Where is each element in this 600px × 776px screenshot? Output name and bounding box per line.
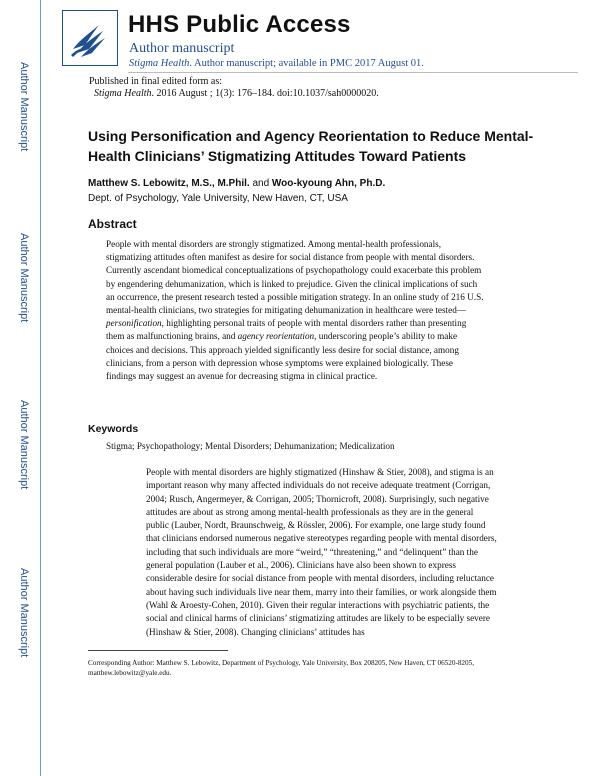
footnote-rule bbox=[88, 650, 228, 651]
journal-name: Stigma Health bbox=[129, 58, 190, 69]
author-name: Matthew S. Lebowitz, M.S., M.Phil. bbox=[88, 178, 250, 189]
header-subtitle: Author manuscript bbox=[129, 41, 235, 56]
margin-label-author-manuscript: Author Manuscript bbox=[18, 62, 30, 152]
margin-rule bbox=[40, 0, 41, 776]
header-divider bbox=[128, 72, 578, 73]
abstract-italic-term: agency reorientation bbox=[237, 331, 315, 342]
abstract-segment: , highlighting personal traits of people with mental disorders rather than presenting them as malfunctioning brains, and bbox=[106, 318, 467, 342]
author-list bbox=[88, 178, 385, 189]
abstract-segment: , underscoring people’s ability to make choices and decisions. This approach yielded significantly less desire for social distance, among clinicians, from a person with depression whose symptoms were explained biologically. These findings may suggest an avenue for decreasing stigma in clinical practice. bbox=[106, 331, 459, 382]
citation-details: . 2016 August ; 1(3): 176–184. doi:10.1037/sah0000020. bbox=[151, 88, 379, 99]
citation-line bbox=[94, 88, 379, 99]
body-paragraph: People with mental disorders are highly stigmatized (Hinshaw & Stier, 2008), and stigma is an important reason why many affected individuals do not receive adequate treatment (Corrigan, 2004; Rusch, Angermeyer, & Corrigan, 2005; Thornicroft, 2008). Surprisingly, such negative attitudes are about as strong among mental-health professionals as they are in the general public (Lauber, Nordt, Braunschweig, & Rössler, 2006). For example, one large study found that clinicians endorsed numerous negative stereotypes regarding people with mental disorders, including that such individuals are more “weird,” “threatening,” and “delinquent” than the general population (Lauber et al., 2006). Clinicians have also been shown to express considerable desire for social distance from people with mental disorders, including reluctance about having such individuals live near them, marry into their families, or work alongside them (Wahl & Aroesty-Cohen, 2010). Given their regular interactions with psychiatric patients, the social and clinical harms of clinicians’ stigmatizing attitudes are likely to be especially severe (Hinshaw & Stier, 2008). Changing clinicians’ attitudes has bbox=[146, 467, 497, 637]
header-journal-line bbox=[129, 58, 424, 69]
keywords-text: Stigma; Psychopathology; Mental Disorders; Dehumanization; Medicalization bbox=[106, 441, 395, 451]
margin-label-author-manuscript: Author Manuscript bbox=[18, 400, 30, 490]
availability-text: . Author manuscript; available in PMC 2017 August 01. bbox=[189, 58, 424, 69]
author-separator: and bbox=[249, 178, 272, 189]
abstract-text bbox=[106, 238, 484, 383]
article-title: Using Personification and Agency Reorientation to Reduce Mental-Health Clinicians’ Stigmatizing Attitudes Toward Patients bbox=[88, 128, 534, 164]
abstract-heading: Abstract bbox=[88, 217, 137, 231]
margin-label-author-manuscript: Author Manuscript bbox=[18, 568, 30, 658]
affiliation: Dept. of Psychology, Yale University, New Haven, CT, USA bbox=[88, 193, 348, 204]
margin-label-author-manuscript: Author Manuscript bbox=[18, 233, 30, 323]
author-name: Woo-kyoung Ahn, Ph.D. bbox=[271, 178, 386, 189]
citation-journal: Stigma Health bbox=[94, 88, 152, 99]
corresponding-author-footnote: Corresponding Author: Matthew S. Lebowitz, Department of Psychology, Yale University, Box 208205, New Haven, CT 06520-8205, matthew.lebowitz@yale.edu. bbox=[88, 659, 475, 677]
published-in-label: Published in final edited form as: bbox=[89, 76, 223, 87]
header-title: HHS Public Access bbox=[128, 11, 351, 38]
abstract-segment: People with mental disorders are strongly stigmatized. Among mental-health professionals, stigmatizing attitudes often manifest as desire for social distance from people with mental disorders. Currently ascendant biomedical conceptualizations of psychopathology could exacerbate this problem by engendering dehumanization, which is linked to prejudice. Given the clinical implications of such an occurrence, the present research tested a possible mitigation strategy. In an online study of 216 U.S. mental-health clinicians, two strategies for mitigating dehumanization in healthcare were tested— bbox=[106, 239, 484, 316]
keywords-heading: Keywords bbox=[88, 423, 139, 435]
abstract-italic-term: personification bbox=[106, 318, 162, 329]
hhs-eagle-logo-icon bbox=[62, 10, 118, 66]
